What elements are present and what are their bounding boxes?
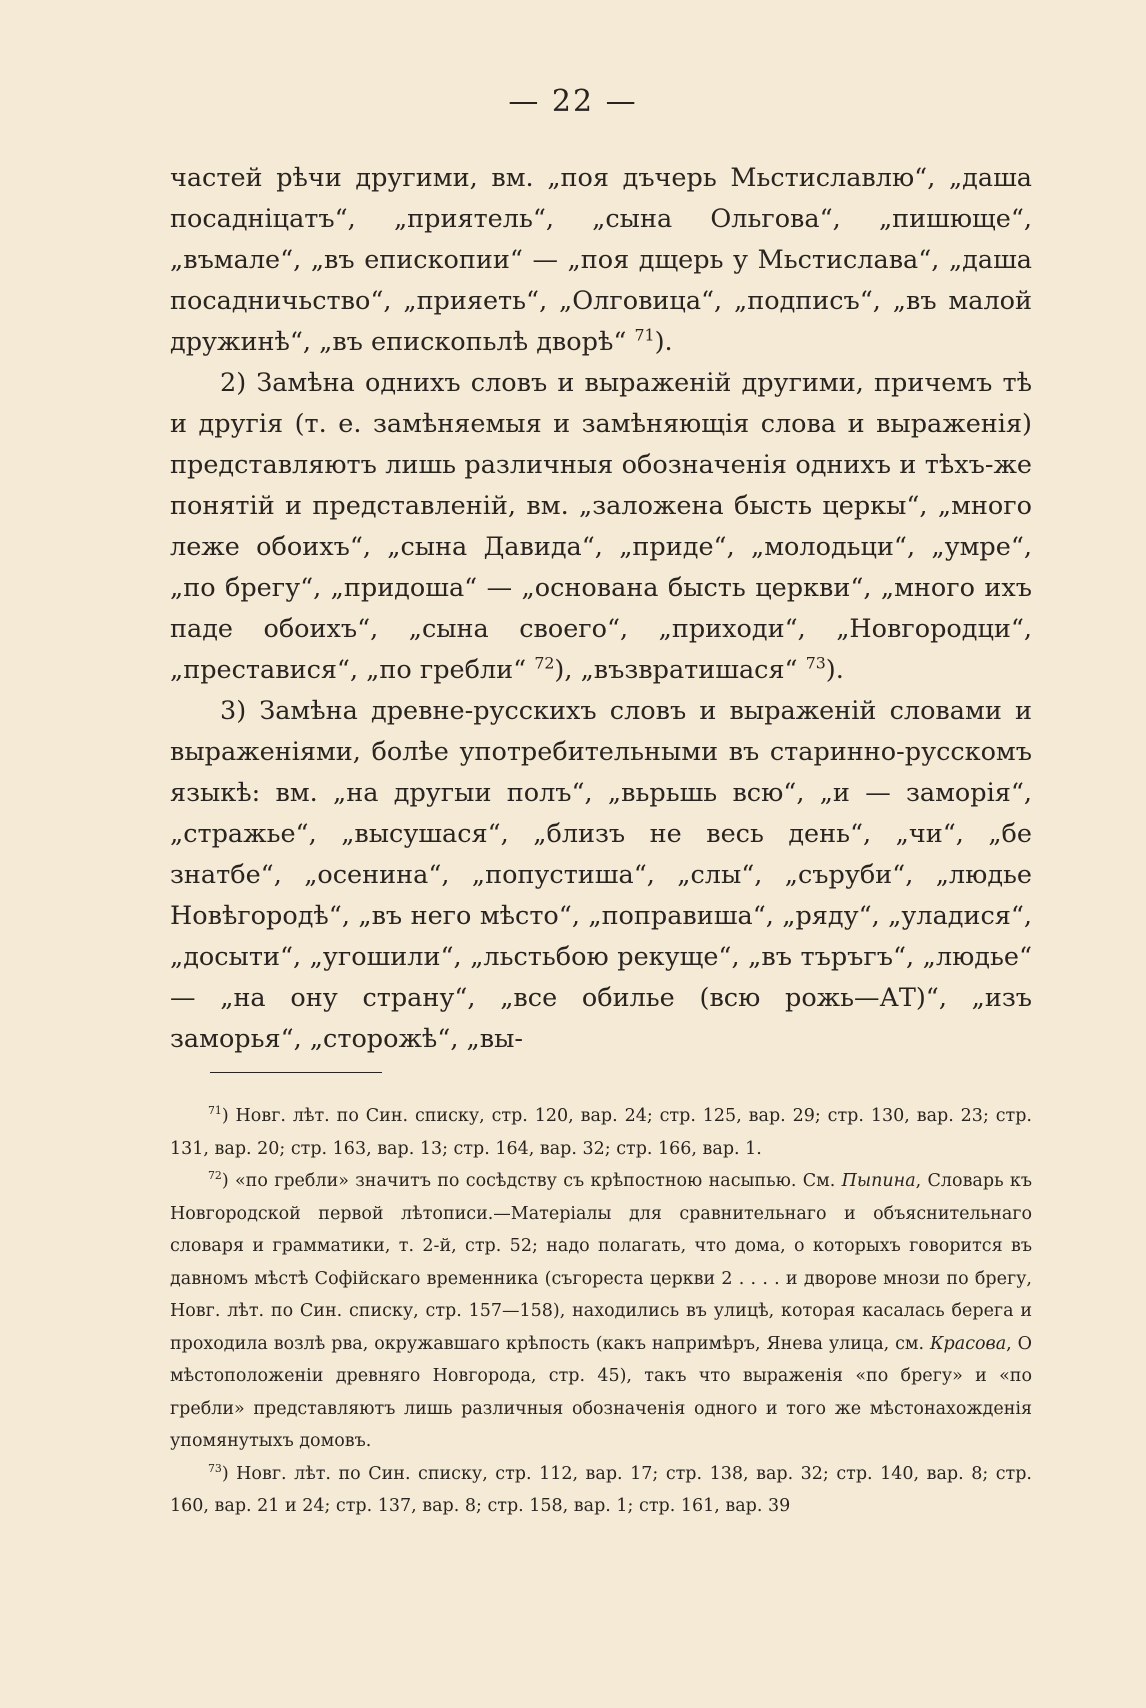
paragraph-text: 2) Замѣна однихъ словъ и выраженій другими, причемъ тѣ и другія (т. е. замѣняемыя и замѣняющія слова и выраженія) представляютъ лишь различныя обозначенія однихъ и тѣхъ-же понятій и представленій, вм. „заложена бысть церкы“, „много леже обоихъ“, „сына Давида“, „приде“, „молодьци“, „умре“, „по брегу“, „придоша“ — „основана бысть церкви“, „много ихъ паде обоихъ“, „сына своего“, „приходи“, „Новгородци“, „преставися“, „по гребли“ [170, 368, 1032, 685]
paragraph-text: ). [654, 327, 673, 357]
page-number: — 22 — [508, 84, 638, 119]
paragraph-continuation [170, 158, 1032, 363]
footnote-reference: 72 [534, 653, 555, 673]
paragraph-text: ). [825, 655, 844, 685]
footnote-text: ) «по гребли» значитъ по сосѣдству съ крѣпостною насыпью. См. [221, 1171, 842, 1191]
paragraph-2 [170, 363, 1032, 691]
footnote-text: ) Новг. лѣт. по Син. списку, стр. 120, вар. 24; стр. 125, вар. 29; стр. 130, вар. 23; стр. 131, вар. 20; стр. 163, вар. 13; стр. 164, вар. 32; стр. 166, вар. 1. [170, 1106, 1032, 1159]
paragraph-text: частей рѣчи другими, вм. „поя дъчерь Мьстиславлю“, „даша посадніцатъ“, „приятель“, „сына Ольгова“, „пишюще“, „въмале“, „въ епископии“ — „поя дщерь у Мьстислава“, „даша посадничьство“, „прияеть“, „Олговица“, „подписъ“, „въ малой дружинѣ“, „въ епископьлѣ дворѣ“ [170, 163, 1032, 357]
footnote-mark: 72 [208, 1169, 222, 1183]
paragraph-text: 3) Замѣна древне-русскихъ словъ и выраженій словами и выраженіями, болѣе употребительными въ старинно-русскомъ языкѣ: вм. „на другыи полъ“, „вьрьшь всю“, „и — заморія“, „стражье“, „высушася“, „близъ не весь день“, „чи“, „бе знатбе“, „осенина“, „попустиша“, „слы“, „съруби“, „людье Новѣгородѣ“, „въ него мѣсто“, „поправиша“, „ряду“, „уладися“, „досыти“, „угошили“, „льстьбою рекуще“, „въ търъгъ“, „людье“ — „на ону страну“, „все обилье (всю рожь—АТ)“, „изъ заморья“, „сторожѣ“, „вы- [170, 696, 1032, 1054]
footnote-mark: 71 [208, 1104, 222, 1118]
paragraph-3 [170, 691, 1032, 1060]
footnote-mark: 73 [208, 1461, 222, 1475]
main-text [170, 158, 1032, 1060]
footnote-text: ) Новг. лѣт. по Син. списку, стр. 112, вар. 17; стр. 138, вар. 32; стр. 140, вар. 8; стр. 160, вар. 21 и 24; стр. 137, вар. 8; стр. 158, вар. 1; стр. 161, вар. 39 [170, 1463, 1032, 1516]
author-name: Красова [930, 1333, 1007, 1354]
author-name: Пыпина [841, 1171, 916, 1191]
footnote-73 [170, 1458, 1032, 1523]
footnote-text: , Словарь къ Новгородской первой лѣтописи.—Матеріалы для сравнительнаго и объяснительнаго словаря и грамматики, т. 2-й, стр. 52; надо полагать, что дома, о которыхъ говорится въ давномъ мѣстѣ Софійскаго временника (съгореста церкви 2 . . . . и дворове мнози по брегу, Новг. лѣт. по Син. списку, стр. 157—158), находились въ улицѣ, которая касалась берега и проходила возлѣ рва, окружавшаго крѣпость (какъ напримѣръ, Янева улица, см. [170, 1171, 1032, 1354]
footnote-text: , О мѣстоположеніи древняго Новгорода, стр. 45), такъ что выраженія «по брегу» и «по гребли» представляютъ лишь различныя обозначенія одного и того же мѣстонахожденія упомянутыхъ домовъ. [170, 1333, 1032, 1451]
footnote-reference: 73 [805, 653, 826, 673]
footnote-72 [170, 1165, 1032, 1458]
footnotes [170, 1100, 1032, 1523]
footnote-71 [170, 1100, 1032, 1165]
paragraph-text: ), „възвратишася“ [554, 655, 806, 685]
footnote-reference: 71 [634, 325, 655, 345]
footnote-divider [210, 1072, 382, 1073]
